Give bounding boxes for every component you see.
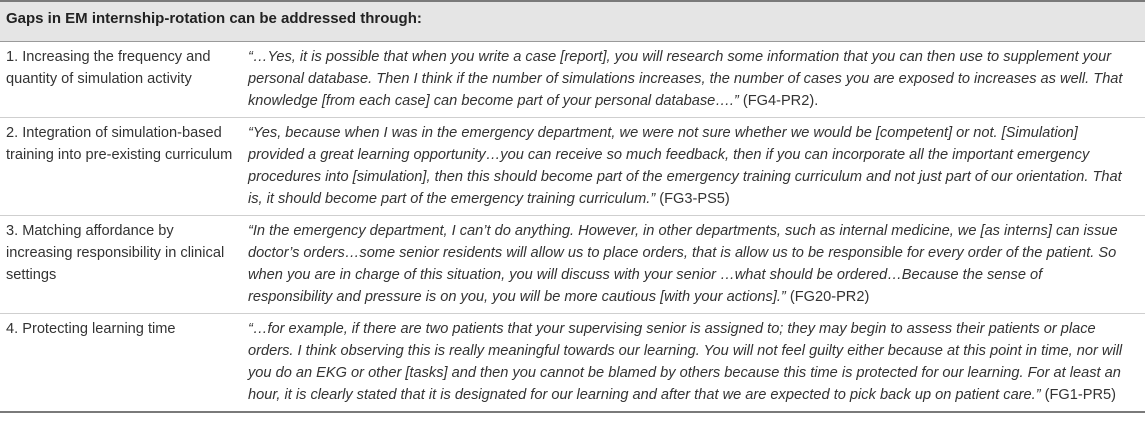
table-row	[0, 118, 1145, 216]
table-header: Gaps in EM internship-rotation can be addressed through:	[0, 0, 1145, 42]
row-citation: (FG20-PR2)	[785, 289, 870, 305]
row-label: 4. Protecting learning time	[6, 321, 176, 337]
row-quote: “…for example, if there are two patients that your supervising senior is assigned to; they may begin to assess their patients or place orders. I think observing this is really meaningful towards our learning. You will not feel guilty either because at this point in time, nor will you do an EKG or other [tasks] and then you cannot be blamed by others because this time is protected for our learning. For at least an hour, it is clearly stated that it is designated for our learning and after that we are expected to pick back up on patient care.”	[248, 321, 1123, 403]
row-quote-cell	[244, 216, 1145, 313]
row-quote: “…Yes, it is possible that when you write a case [report], you will research some information that you can then use to supplement your personal database. Then I think if the number of simulations increases, the number of cases you are exposed to increases as well. That knowledge [from each case] can become part of your personal database….”	[248, 49, 1123, 109]
row-quote-cell	[244, 314, 1145, 411]
row-quote: “Yes, because when I was in the emergency department, we were not sure whether we would be [competent] or not. [Simulation] provided a great learning opportunity…you can receive so much feedback, then if you can incorporate all the important emergency procedures into [simulation], then this should become part of the emergency training curriculum and not just part of our orientation. That is, it should become part of the emergency training curriculum.”	[248, 125, 1122, 207]
row-label: 1. Increasing the frequency and quantity of simulation activity	[6, 49, 211, 87]
row-citation: (FG3-PS5)	[655, 191, 730, 207]
row-label: 3. Matching affordance by increasing responsibility in clinical settings	[6, 223, 225, 283]
table-row	[0, 42, 1145, 118]
row-quote-cell	[244, 42, 1145, 117]
row-citation: (FG1-PR5)	[1040, 387, 1116, 403]
row-label: 2. Integration of simulation-based training into pre-existing curriculum	[6, 125, 233, 163]
table-row	[0, 314, 1145, 413]
row-quote: “In the emergency department, I can’t do anything. However, in other departments, such as internal medicine, we [as interns] can issue doctor’s orders…some senior residents will allow us to place orders, that is allow us to be responsible for every order of the patient. So when you are in charge of this situation, you will discuss with your senior …what should be ordered…Because the sense of responsibility and pressure is on you, you will be more cautious [with your actions].”	[248, 223, 1118, 305]
row-quote-cell	[244, 118, 1145, 215]
row-citation: (FG4-PR2).	[738, 93, 819, 109]
table-row	[0, 216, 1145, 314]
